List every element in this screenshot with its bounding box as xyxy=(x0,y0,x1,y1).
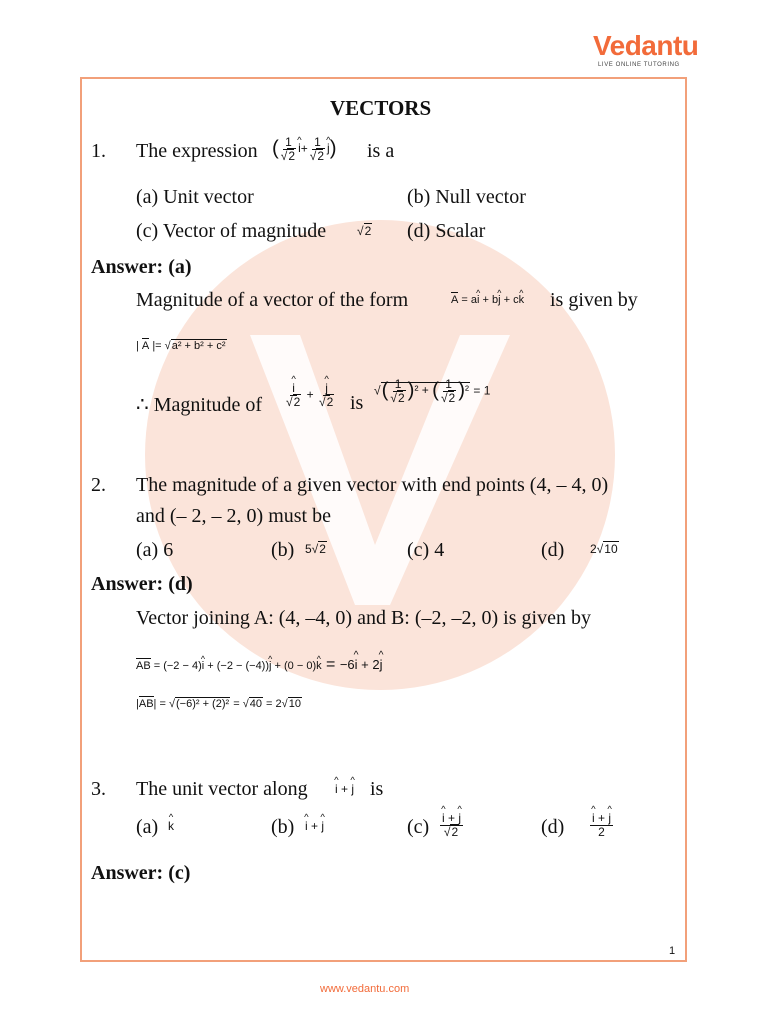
q3-option-c-math: ^ $\frac{i + \^{} j}{√2}$ xyxy=(440,812,463,838)
q1-option-d: (d) Scalar xyxy=(407,220,486,242)
q1-option-b: (b) Null vector xyxy=(407,186,526,208)
q3-answer: Answer: (c) xyxy=(91,862,191,884)
q2-answer: Answer: (d) xyxy=(91,573,193,595)
q3-number: 3. xyxy=(91,778,106,800)
q1-sum-expression: ^ $\frac{i}{√2}$ + ^ $\frac{j}{√2}$ xyxy=(284,382,336,408)
q3-option-c: (c) xyxy=(407,816,430,838)
q1-number: 1. xyxy=(91,140,106,162)
q3-option-d-math: ^ $\frac{i + \^{} j}{2}$ xyxy=(590,812,613,838)
brand-logo: Vedantu xyxy=(593,30,699,61)
q1-explanation-2: ∴ Magnitude of xyxy=(136,394,263,416)
q1-suffix: is a xyxy=(367,140,395,162)
q3-vector: ^ i + ^ j xyxy=(335,782,354,796)
q1-is: is xyxy=(350,392,364,414)
q2-option-b-math: 5√2 xyxy=(305,542,326,556)
q1-option-c: (c) Vector of magnitude xyxy=(136,220,327,242)
brand-tagline: LIVE ONLINE TUTORING xyxy=(598,62,680,68)
q2-option-c: (c) 4 xyxy=(407,539,445,561)
q1-explanation-1-end: is given by xyxy=(550,289,638,311)
q2-line-1: The magnitude of a given vector with end points (4, – 4, 0) xyxy=(136,474,609,496)
q2-option-d-math: 2√10 xyxy=(590,542,618,556)
q1-explanation-1: Magnitude of a vector of the form xyxy=(136,289,409,311)
q1-vector-form: A = a^ i + b^ j + c^ k xyxy=(451,294,524,306)
page-title: VECTORS xyxy=(330,96,432,120)
q1-option-c-math: √2 xyxy=(357,224,372,238)
q2-option-d: (d) xyxy=(541,539,565,561)
q1-answer: Answer: (a) xyxy=(91,256,192,278)
q1-magnitude-formula: | A |= √a² + b² + c² xyxy=(136,340,226,352)
q1-prefix: The expression xyxy=(136,140,258,162)
q3-option-b-math: ^ i + ^ j xyxy=(305,819,324,833)
q2-option-a: (a) 6 xyxy=(136,539,174,561)
q2-magnitude-ab: |AB| = √(−6)² + (2)² = √40 = 2√10 xyxy=(136,698,301,710)
footer-url[interactable]: www.vedantu.com xyxy=(320,983,410,995)
q2-option-b: (b) xyxy=(271,539,295,561)
q3-prefix: The unit vector along xyxy=(136,778,308,800)
q3-option-a: (a) xyxy=(136,816,159,838)
q3-option-d: (d) xyxy=(541,816,565,838)
q3-option-a-math: ^ k xyxy=(168,819,174,833)
q1-expression: ( $\frac{1}{√2}$ ^ i+ $\frac{1}{√2}$ ^ j) xyxy=(272,136,337,162)
page-number: 1 xyxy=(669,945,676,957)
q2-vector-ab: AB = (−2 − 4)^ i + (−2 − (−4))^ j + (0 − 0)^ k = −6^ i + 2^ j xyxy=(136,656,383,674)
q1-option-a: (a) Unit vector xyxy=(136,186,254,208)
q3-option-b: (b) xyxy=(271,816,295,838)
q3-suffix: is xyxy=(370,778,384,800)
q2-line-2: and (– 2, – 2, 0) must be xyxy=(136,505,331,527)
q1-magnitude-result: √( $\frac{1}{√2}$ )² + ( $\frac{1}{√2}$ )² = 1 xyxy=(374,377,491,405)
q2-explanation-1: Vector joining A: (4, –4, 0) and B: (–2, –2, 0) is given by xyxy=(136,607,591,629)
q2-number: 2. xyxy=(91,474,106,496)
